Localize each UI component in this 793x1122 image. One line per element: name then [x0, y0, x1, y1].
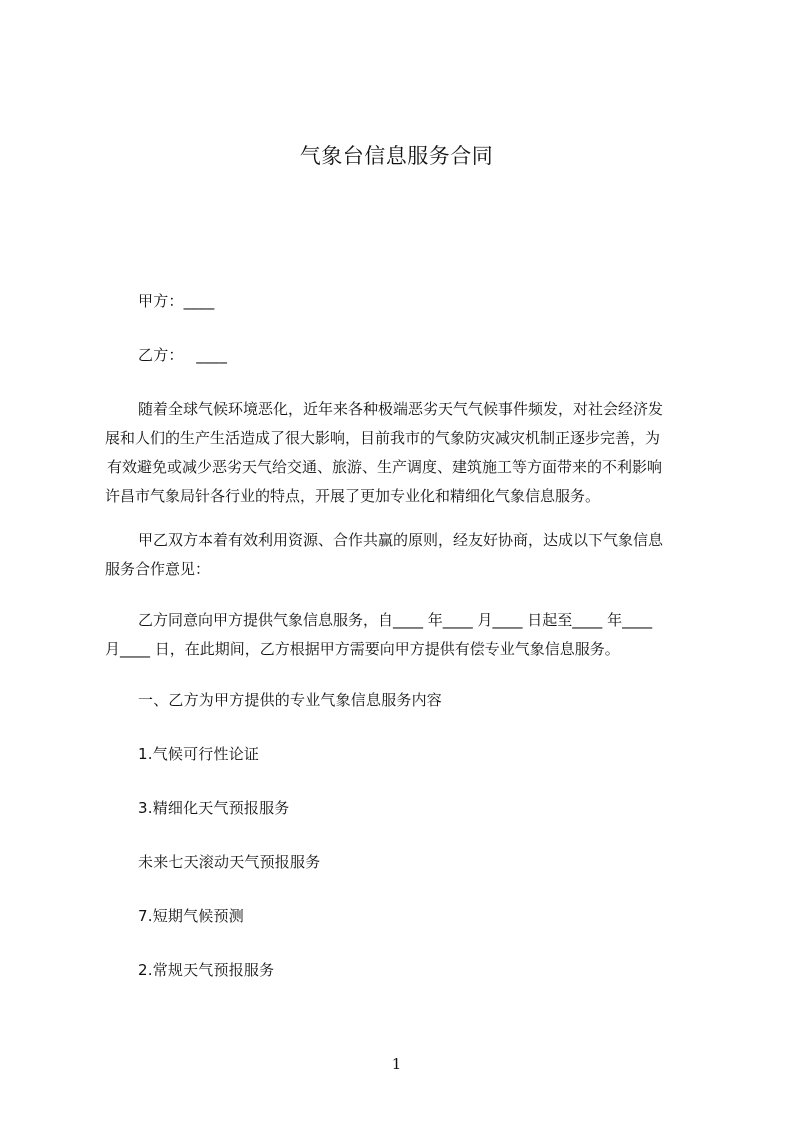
document-title: 气象台信息服务合同 — [299, 144, 494, 168]
service-item: 7.短期气候预测 — [138, 907, 244, 925]
party-b-line: 乙方： ____ — [138, 346, 228, 364]
service-item: 3.精细化天气预报服务 — [138, 799, 290, 817]
term-line: 乙方同意向甲方提供气象信息服务，自____ 年____ 月____ 日起至____ 年____ — [138, 611, 653, 629]
cooperation-line: 服务合作意见： — [105, 560, 211, 578]
party-a-line: 甲方：____ — [138, 292, 215, 310]
cooperation-paragraph — [105, 526, 701, 584]
intro-paragraph — [105, 395, 701, 511]
term-paragraph — [105, 606, 701, 664]
page-number: 1 — [391, 1055, 402, 1073]
intro-line: 展和人们的生产生活造成了很大影响，目前我市的气象防灾减灾机制正逐步完善，为 — [105, 429, 661, 447]
intro-line: 随着全球气候环境恶化，近年来各种极端恶劣天气气候事件频发，对社会经济发 — [138, 400, 664, 418]
intro-line: 有效避免或减少恶劣天气给交通、旅游、生产调度、建筑施工等方面带来的不利影响 — [107, 458, 663, 476]
intro-line: 许昌市气象局针各行业的特点，开展了更加专业化和精细化气象信息服务。 — [105, 487, 601, 505]
cooperation-line: 甲乙双方本着有效利用资源、合作共赢的原则，经友好协商，达成以下气象信息 — [138, 531, 664, 549]
service-item: 未来七天滚动天气预报服务 — [138, 853, 321, 871]
section-heading: 一、乙方为甲方提供的专业气象信息服务内容 — [138, 691, 443, 709]
service-item: 2.常规天气预报服务 — [138, 961, 275, 979]
service-item: 1.气候可行性论证 — [138, 745, 260, 763]
term-line: 月____ 日，在此期间，乙方根据甲方需要向甲方提供有偿专业气象信息服务。 — [105, 640, 620, 658]
